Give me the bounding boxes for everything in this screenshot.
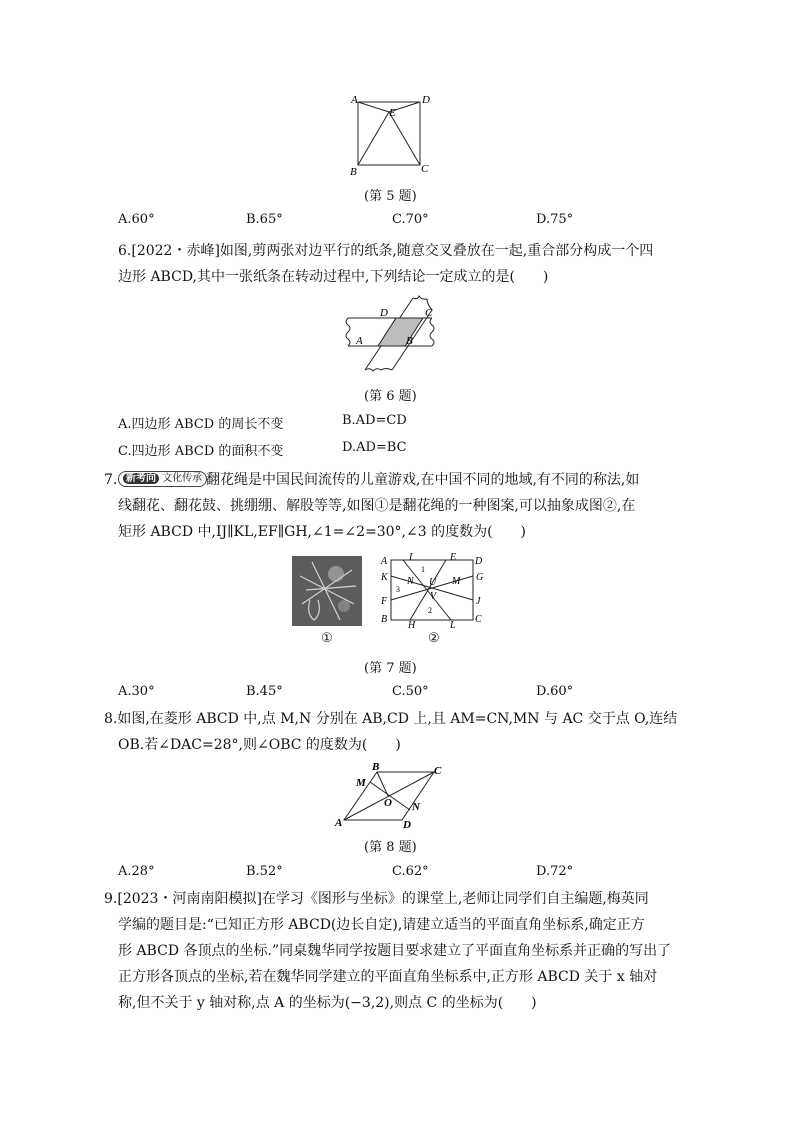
q9-text-line5: 称,但不关于 y 轴对称,点 A 的坐标为(−3,2),则点 C 的坐标为( ) xyxy=(118,995,537,1011)
q7-diagram xyxy=(376,550,492,630)
q8-label-b: B xyxy=(372,761,380,773)
q7-text-line3: 矩形 ABCD 中,IJ∥KL,EF∥GH,∠1=∠2=30°,∠3 的度数为( ) xyxy=(118,524,527,540)
q6-label-d: D xyxy=(380,307,388,319)
q7-option-a: A.30° xyxy=(118,684,155,699)
q7-angle-3: 3 xyxy=(396,585,400,594)
q6-text-line1: 6.[2022・赤峰]如图,剪两张对边平行的纸条,随意交叉叠放在一起,重合部分构成一个四 xyxy=(118,243,654,259)
q8-caption: (第 8 题) xyxy=(364,840,417,855)
q7-label-e: E xyxy=(450,552,457,563)
q7-label-g: G xyxy=(476,572,484,583)
q7-text-line2: 线翻花、翻花鼓、挑绷绷、解股等等,如图①是翻花绳的一种图案,可以抽象成图②,在 xyxy=(118,498,636,514)
q7-label-v: V xyxy=(430,591,437,602)
q9-text-line2: 学编的题目是:“已知正方形 ABCD(边长自定),请建立适当的平面直角坐标系,确定正方 xyxy=(118,917,645,933)
q8-label-d: D xyxy=(403,819,411,830)
q6-option-b: B.AD=CD xyxy=(342,413,407,428)
q7-angle-2: 2 xyxy=(428,606,432,615)
q8-label-c: C xyxy=(434,765,442,777)
q5-label-b: B xyxy=(350,166,357,178)
q5-option-c: C.70° xyxy=(392,212,429,227)
q8-text-line1: 8.如图,在菱形 ABCD 中,点 M,N 分别在 AB,CD 上,且 AM=CN,MN 与 AC 交于点 O,连结 xyxy=(104,711,678,727)
q7-angle-1: 1 xyxy=(421,565,425,574)
q6-option-c: C.四边形 ABCD 的面积不变 xyxy=(118,444,284,459)
q9-text-line4: 正方形各顶点的坐标,若在魏华同学建立的平面直角坐标系中,正方形 ABCD 关于 x 轴对 xyxy=(118,969,658,985)
q5-label-a: A xyxy=(351,94,358,106)
q8-text-line2: OB.若∠DAC=28°,则∠OBC 的度数为( ) xyxy=(118,737,401,753)
q6-option-a: A.四边形 ABCD 的周长不变 xyxy=(118,417,284,432)
q7-photo xyxy=(292,556,362,626)
q7-label-n: N xyxy=(407,576,414,587)
q6-text-line2: 边形 ABCD,其中一张纸条在转动过程中,下列结论一定成立的是( ) xyxy=(118,269,549,285)
q7-fig2-label: ② xyxy=(428,631,440,646)
q8-figure xyxy=(330,760,450,830)
q9-text-line3: 形 ABCD 各顶点的坐标.”同桌魏华同学按题目要求建立了平面直角坐标系并正确的写出了 xyxy=(118,943,672,959)
q5-caption: (第 5 题) xyxy=(364,189,417,204)
q5-option-a: A.60° xyxy=(118,212,155,227)
q7-option-d: D.60° xyxy=(536,684,574,699)
q7-caption: (第 7 题) xyxy=(364,661,417,676)
q7-fig1-label: ① xyxy=(321,631,333,646)
q7-label-i: I xyxy=(409,552,413,563)
q7-label-u: U xyxy=(429,577,437,588)
q8-option-b: B.52° xyxy=(246,864,283,879)
q8-label-n: N xyxy=(412,801,420,813)
q5-label-d: D xyxy=(422,94,430,106)
q7-label-a: A xyxy=(381,556,388,567)
q7-label-b: B xyxy=(381,614,388,625)
q7-label-m: M xyxy=(452,576,461,587)
q6-caption: (第 6 题) xyxy=(364,389,417,404)
q8-label-o: O xyxy=(384,797,392,809)
q8-option-c: C.62° xyxy=(392,864,429,879)
q5-option-d: D.75° xyxy=(536,212,574,227)
q6-label-a: A xyxy=(356,335,363,347)
q7-label-h: H xyxy=(408,620,416,630)
q8-option-d: D.72° xyxy=(536,864,574,879)
q7-badge xyxy=(118,466,207,487)
q7-number: 7. xyxy=(104,472,118,488)
q6-label-c: C xyxy=(425,307,433,319)
q7-label-l: L xyxy=(450,620,456,630)
q7-label-f: F xyxy=(381,596,388,607)
q7-label-c: C xyxy=(475,614,482,625)
q7-badge-strong: 新考向 xyxy=(123,473,159,484)
q5-label-c: C xyxy=(421,163,429,175)
q7-label-d: D xyxy=(475,556,483,567)
q7-label-j: J xyxy=(476,596,481,607)
q5-label-e: E xyxy=(389,107,396,119)
q8-label-a: A xyxy=(335,817,343,829)
q9-text-line1: 9.[2023・河南南阳模拟]在学习《图形与坐标》的课堂上,老师让同学们自主编题,梅英同 xyxy=(104,891,649,907)
q7-option-c: C.50° xyxy=(392,684,429,699)
q5-option-b: B.65° xyxy=(246,212,283,227)
q7-label-k: K xyxy=(381,572,388,583)
q7-badge-text: 文化传承 xyxy=(162,473,203,484)
q6-label-b: B xyxy=(406,335,413,347)
q6-option-d: D.AD=BC xyxy=(342,440,407,455)
q6-figure xyxy=(340,292,440,374)
q5-figure xyxy=(345,90,435,180)
q7-option-b: B.45° xyxy=(246,684,283,699)
q8-option-a: A.28° xyxy=(118,864,155,879)
q8-label-m: M xyxy=(356,777,366,789)
q7-text-line1: 翻花绳是中国民间流传的儿童游戏,在中国不同的地域,有不同的称法,如 xyxy=(206,472,640,488)
